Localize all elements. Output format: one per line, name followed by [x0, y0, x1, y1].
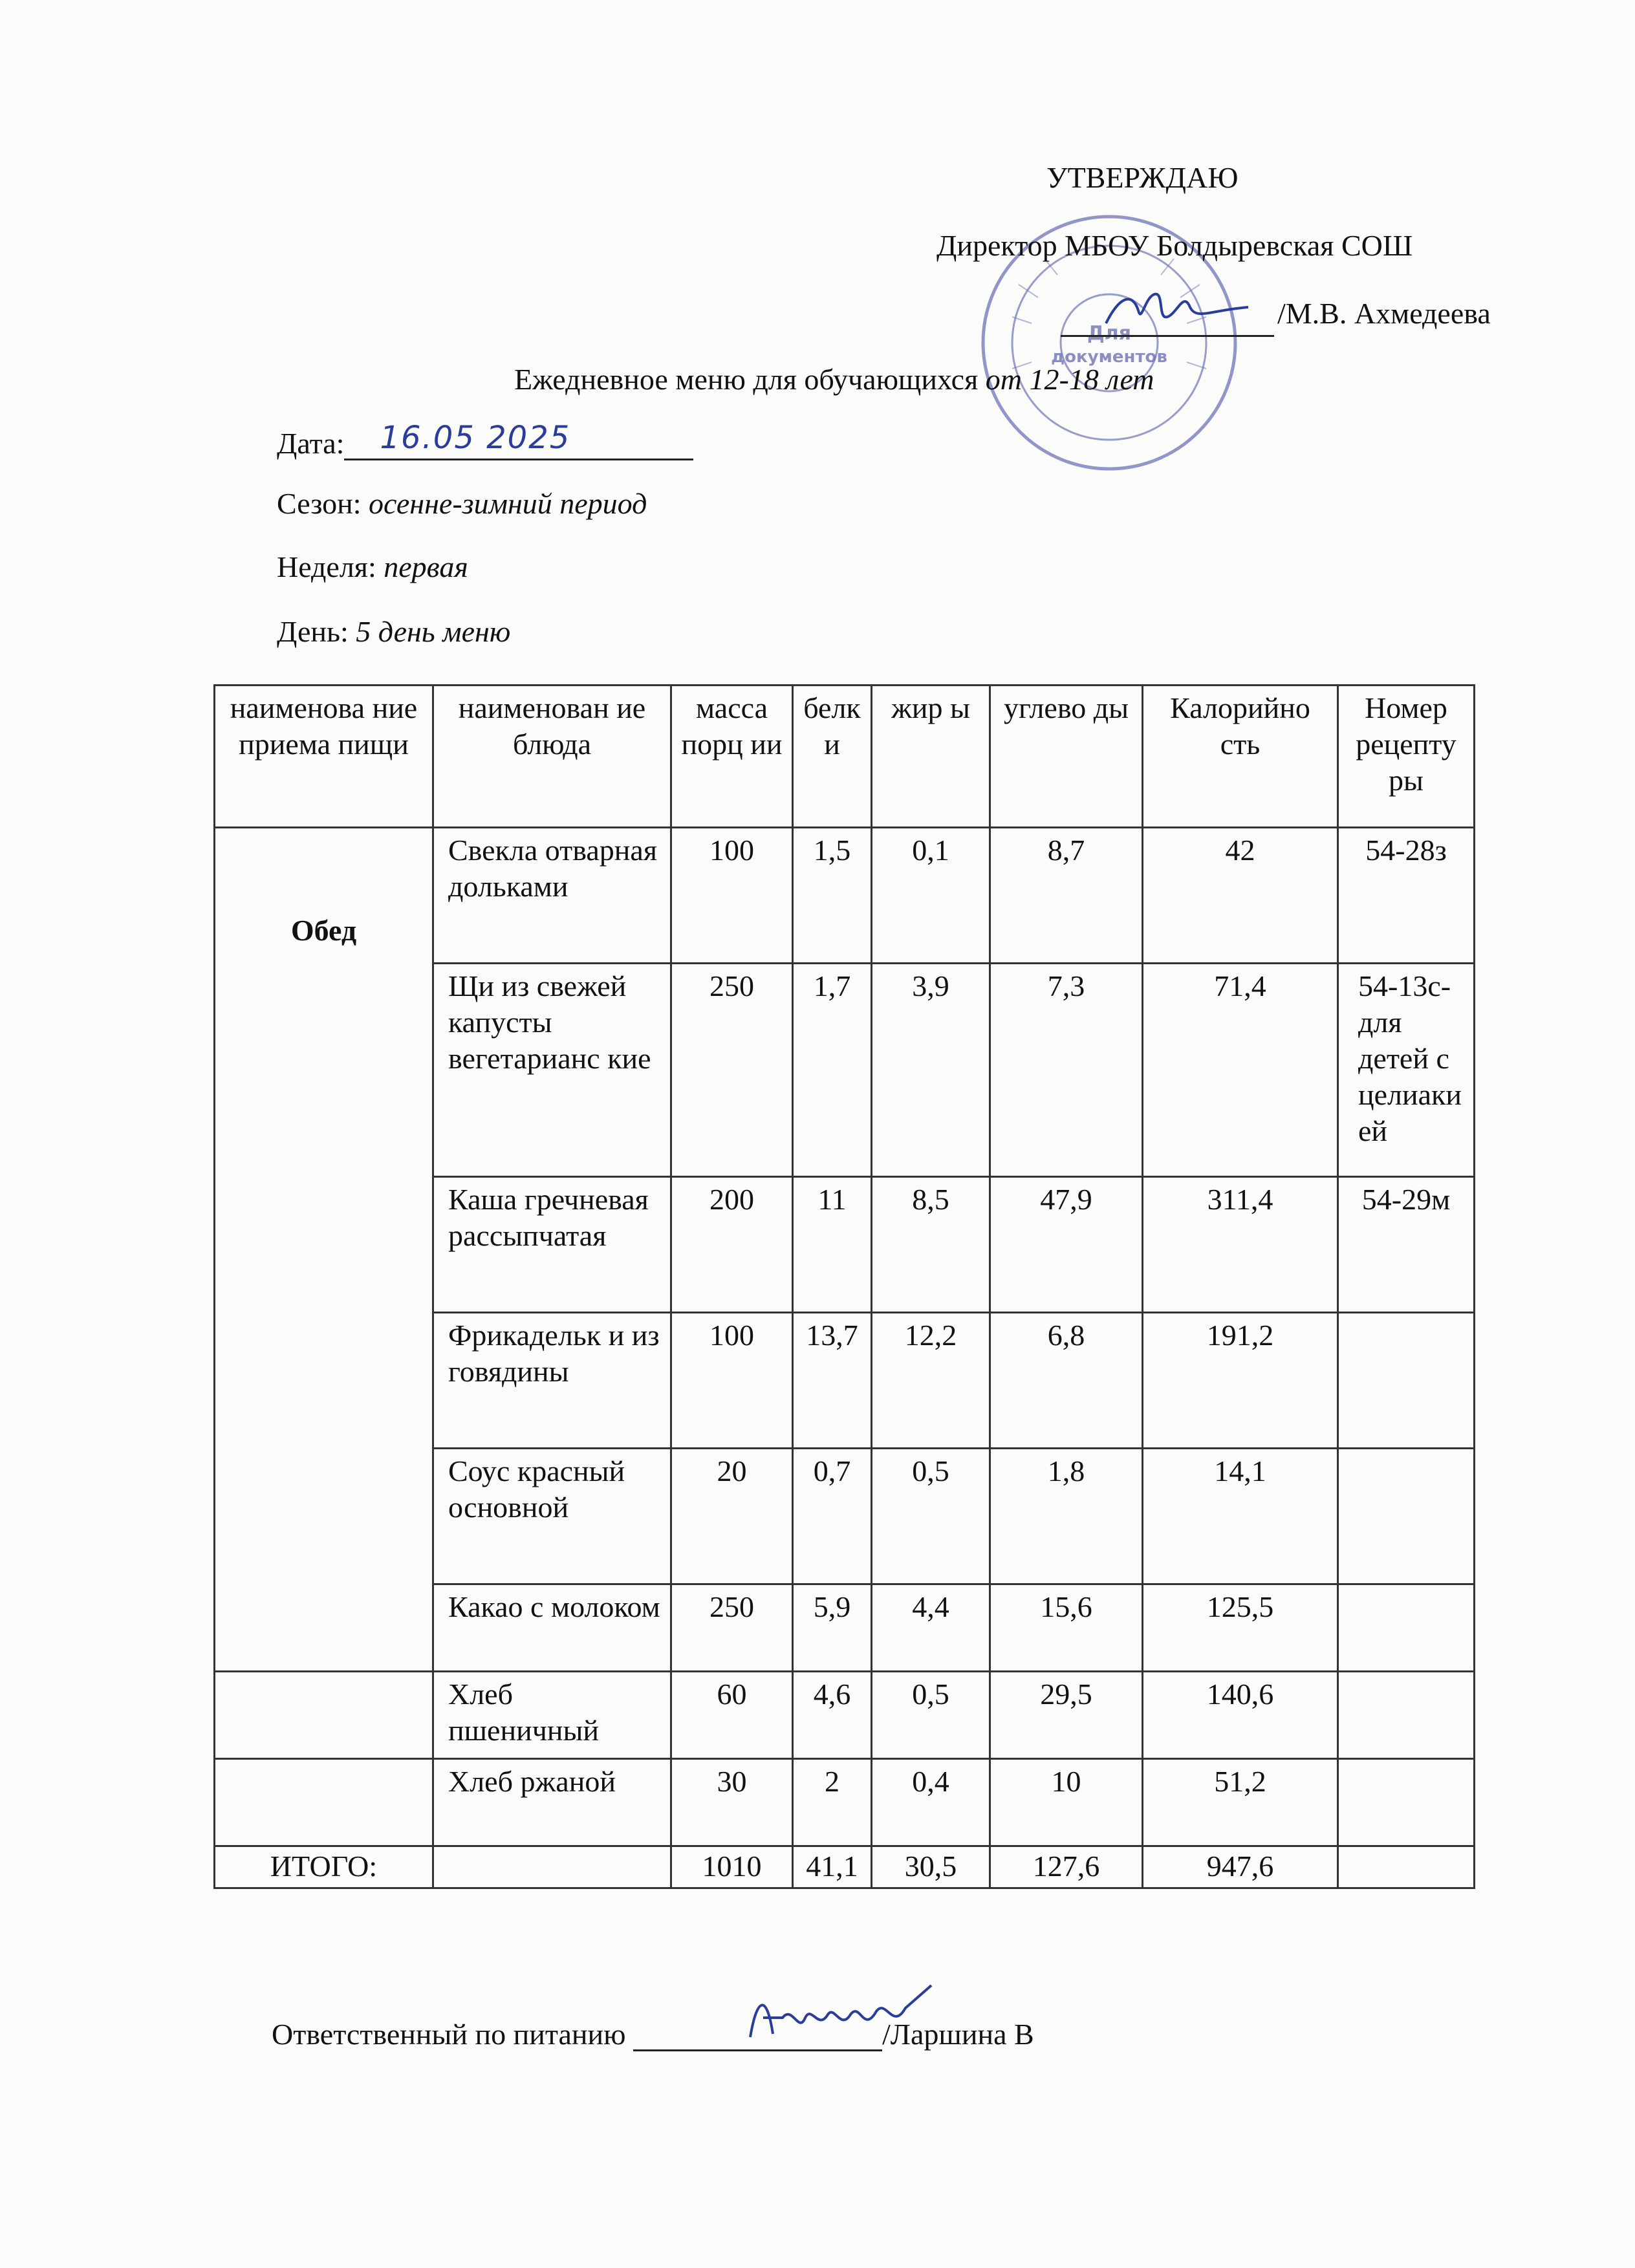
date-label: Дата: [277, 427, 345, 460]
recipe-cell [1338, 1759, 1475, 1846]
date-line [277, 420, 693, 460]
total-protein: 41,1 [793, 1846, 872, 1888]
kcal-cell: 191,2 [1143, 1313, 1338, 1449]
table-row [215, 828, 1475, 964]
carbs-cell: 29,5 [990, 1672, 1143, 1759]
recipe-cell [1338, 1449, 1475, 1584]
approval-director: Директор МБОУ Болдыревская СОШ [937, 229, 1413, 262]
protein-cell: 5,9 [793, 1584, 872, 1672]
dish-name: Хлеб ржаной [433, 1759, 671, 1846]
fat-cell: 0,4 [872, 1759, 990, 1846]
meal-cell: Обед [215, 828, 433, 1672]
kcal-cell: 14,1 [1143, 1449, 1338, 1584]
mass-cell: 200 [671, 1177, 793, 1313]
total-label: ИТОГО: [215, 1846, 433, 1888]
protein-cell: 13,7 [793, 1313, 872, 1449]
kcal-cell: 125,5 [1143, 1584, 1338, 1672]
approval-title: УТВЕРЖДАЮ [1046, 161, 1239, 194]
table-row [215, 1759, 1475, 1846]
col-header: жир ы [872, 686, 990, 828]
responsible-sign-line [633, 2014, 882, 2051]
fat-cell: 4,4 [872, 1584, 990, 1672]
total-dish-empty [433, 1846, 671, 1888]
protein-cell: 4,6 [793, 1672, 872, 1759]
carbs-cell: 1,8 [990, 1449, 1143, 1584]
menu-table [213, 684, 1475, 1889]
total-kcal: 947,6 [1143, 1846, 1338, 1888]
recipe-cell: 54-29м [1338, 1177, 1475, 1313]
col-header: наименован ие блюда [433, 686, 671, 828]
document-title: Ежедневное меню для обучающихся от 12-18 лет [514, 363, 1154, 396]
carbs-cell: 10 [990, 1759, 1143, 1846]
mass-cell: 30 [671, 1759, 793, 1846]
mass-cell: 100 [671, 1313, 793, 1449]
mass-cell: 20 [671, 1449, 793, 1584]
table-header-row [215, 686, 1475, 828]
mass-cell: 100 [671, 828, 793, 964]
total-fat: 30,5 [872, 1846, 990, 1888]
protein-cell: 1,7 [793, 964, 872, 1177]
fat-cell: 0,5 [872, 1449, 990, 1584]
dish-name: Каша гречневая рассыпчатая [433, 1177, 671, 1313]
dish-name: Соус красный основной [433, 1449, 671, 1584]
day-line: День: 5 день меню [277, 615, 511, 648]
total-carbs: 127,6 [990, 1846, 1143, 1888]
mass-cell: 250 [671, 964, 793, 1177]
dish-name: Свекла отварная дольками [433, 828, 671, 964]
kcal-cell: 51,2 [1143, 1759, 1338, 1846]
fat-cell: 8,5 [872, 1177, 990, 1313]
kcal-cell: 140,6 [1143, 1672, 1338, 1759]
day-value: 5 день меню [356, 615, 511, 648]
season-value: осенне-зимний период [369, 487, 647, 520]
dish-name: Хлеб пшеничный [433, 1672, 671, 1759]
kcal-cell: 42 [1143, 828, 1338, 964]
col-header: белк и [793, 686, 872, 828]
carbs-cell: 7,3 [990, 964, 1143, 1177]
recipe-cell [1338, 1672, 1475, 1759]
mass-cell: 250 [671, 1584, 793, 1672]
protein-cell: 2 [793, 1759, 872, 1846]
fat-cell: 0,5 [872, 1672, 990, 1759]
carbs-cell: 8,7 [990, 828, 1143, 964]
carbs-cell: 15,6 [990, 1584, 1143, 1672]
approval-name: /М.В. Ахмедеева [1277, 297, 1491, 330]
fat-cell: 12,2 [872, 1313, 990, 1449]
date-value: 16.05 2025 [380, 420, 571, 456]
svg-text:Для: Для [1087, 322, 1131, 345]
responsible-label: Ответственный по питанию [272, 2018, 626, 2051]
col-header: наименова ние приема пищи [215, 686, 433, 828]
total-row [215, 1846, 1475, 1888]
protein-cell: 0,7 [793, 1449, 872, 1584]
mass-cell: 60 [671, 1672, 793, 1759]
responsible-line [272, 2014, 1034, 2051]
col-header: масса порц ии [671, 686, 793, 828]
table-row [215, 1672, 1475, 1759]
recipe-cell [1338, 1313, 1475, 1449]
recipe-cell: 54-28з [1338, 828, 1475, 964]
document-title-age: от 12-18 лет [985, 363, 1154, 396]
dish-name: Какао с молоком [433, 1584, 671, 1672]
week-line: Неделя: первая [277, 550, 468, 583]
recipe-cell [1338, 1584, 1475, 1672]
director-sign-line [1061, 295, 1274, 337]
col-header: Калорийно сть [1143, 686, 1338, 828]
total-recipe-empty [1338, 1846, 1475, 1888]
kcal-cell: 71,4 [1143, 964, 1338, 1177]
protein-cell: 1,5 [793, 828, 872, 964]
recipe-cell: 54-13с- для детей с целиаки ей [1338, 964, 1475, 1177]
total-mass: 1010 [671, 1846, 793, 1888]
fat-cell: 0,1 [872, 828, 990, 964]
meal-cell-empty [215, 1672, 433, 1759]
meal-cell-empty [215, 1759, 433, 1846]
week-value: первая [384, 550, 468, 583]
dish-name: Фрикадельк и из говядины [433, 1313, 671, 1449]
date-field [344, 420, 693, 460]
responsible-name: /Ларшина В [882, 2018, 1034, 2051]
carbs-cell: 47,9 [990, 1177, 1143, 1313]
dish-name: Щи из свежей капусты вегетарианс кие [433, 964, 671, 1177]
protein-cell: 11 [793, 1177, 872, 1313]
kcal-cell: 311,4 [1143, 1177, 1338, 1313]
col-header: Номер рецепту ры [1338, 686, 1475, 828]
fat-cell: 3,9 [872, 964, 990, 1177]
carbs-cell: 6,8 [990, 1313, 1143, 1449]
svg-text:документов: документов [1051, 347, 1167, 367]
season-line: Сезон: осенне-зимний период [277, 487, 647, 520]
col-header: углево ды [990, 686, 1143, 828]
